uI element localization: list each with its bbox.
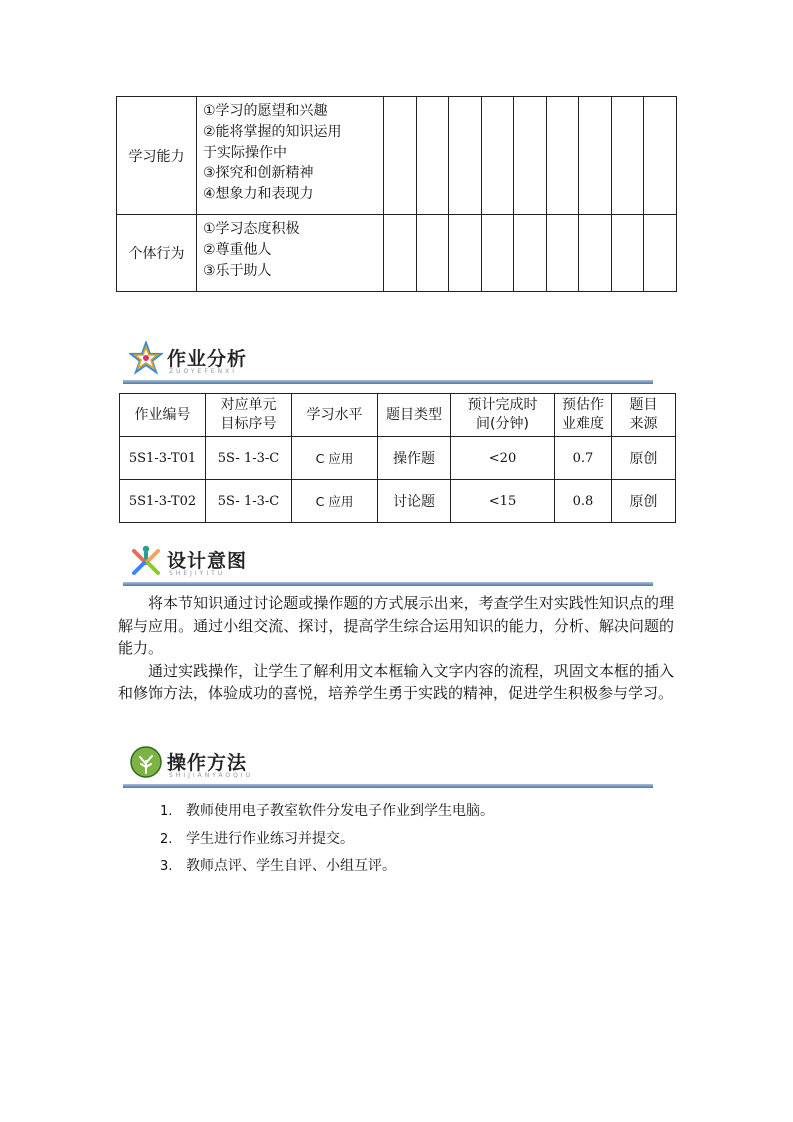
criteria-item: ①学习的愿望和兴趣 bbox=[203, 103, 328, 119]
header-cell bbox=[555, 394, 612, 437]
header-text: 学习水平 bbox=[306, 406, 363, 423]
step-text: 学生进行作业练习并提交。 bbox=[186, 830, 354, 847]
people-logo-icon bbox=[129, 543, 163, 577]
criteria-item: ②能将掌握的知识运用 bbox=[203, 123, 342, 140]
criteria-item: ②尊重他人 bbox=[203, 241, 272, 258]
star-logo-icon bbox=[129, 341, 163, 375]
table-cell: C 应用 bbox=[292, 437, 378, 480]
section-divider bbox=[123, 784, 653, 788]
header-cell bbox=[378, 394, 451, 437]
homework-analysis-table bbox=[119, 393, 676, 523]
score-cell bbox=[514, 215, 547, 292]
score-cell bbox=[644, 97, 677, 215]
step-number: 2. bbox=[160, 831, 173, 847]
criteria-item: 于实际操作中 bbox=[203, 144, 287, 161]
header-cell bbox=[292, 394, 378, 437]
table-cell: C 应用 bbox=[292, 480, 378, 523]
table-cell: <20 bbox=[451, 437, 555, 480]
score-cell bbox=[579, 215, 612, 292]
score-cell bbox=[481, 215, 514, 292]
criteria-cell bbox=[197, 97, 384, 215]
score-cell bbox=[384, 97, 417, 215]
score-cell bbox=[416, 97, 449, 215]
table-cell: 讨论题 bbox=[378, 480, 451, 523]
section-heading-analysis bbox=[121, 341, 653, 389]
score-cell bbox=[514, 97, 547, 215]
table-row bbox=[120, 480, 676, 523]
table-cell: 操作题 bbox=[378, 437, 451, 480]
step-text: 教师使用电子教室软件分发电子作业到学生电脑。 bbox=[186, 803, 494, 819]
header-text: 来源 bbox=[629, 416, 658, 432]
header-cell bbox=[206, 394, 292, 437]
score-cell bbox=[611, 97, 644, 215]
step-text: 教师点评、学生自评、小组互评。 bbox=[186, 858, 396, 874]
table-cell: 原创 bbox=[612, 437, 676, 480]
section-title: 作业分析 bbox=[167, 348, 248, 370]
section-heading-design bbox=[121, 543, 653, 591]
criteria-item: ③探究和创新精神 bbox=[203, 165, 314, 182]
score-cell bbox=[449, 97, 482, 215]
category-cell: 学习能力 bbox=[117, 97, 197, 215]
table-cell: 5S- 1-3-C bbox=[206, 480, 292, 523]
paragraph: 将本节知识通过讨论题或操作题的方式展示出来，考查学生对实践性知识点的理解与应用。通过小组交流、探讨，提高学生综合运用知识的能力，分析、解决问题的能力。 bbox=[118, 594, 674, 657]
header-cell bbox=[612, 394, 676, 437]
score-cell bbox=[481, 97, 514, 215]
section-heading-method bbox=[121, 745, 653, 793]
table-cell: <15 bbox=[451, 480, 555, 523]
header-text: 间(分钟) bbox=[476, 416, 529, 432]
header-text: 题目类型 bbox=[386, 406, 442, 423]
section-title: 设计意图 bbox=[167, 550, 248, 572]
section-subtitle: SHEJIYITU bbox=[169, 570, 226, 577]
list-item bbox=[160, 853, 494, 881]
table-cell: 0.7 bbox=[555, 437, 612, 480]
score-cell bbox=[579, 97, 612, 215]
header-text: 对应单元 bbox=[220, 397, 277, 413]
score-cell bbox=[546, 97, 579, 215]
paragraph: 通过实践操作，让学生了解利用文本框输入文字内容的流程，巩固文本框的插入和修饰方法，体验成功的喜悦，培养学生勇于实践的精神，促进学生积极参与学习。 bbox=[118, 661, 674, 702]
section-subtitle: ZUOYEFENXI bbox=[169, 368, 237, 375]
list-item bbox=[160, 798, 494, 826]
criteria-item: ①学习态度积极 bbox=[203, 221, 300, 237]
category-cell: 个体行为 bbox=[117, 215, 197, 292]
score-cell bbox=[384, 215, 417, 292]
table-cell: 5S- 1-3-C bbox=[206, 437, 292, 480]
table-cell: 0.8 bbox=[555, 480, 612, 523]
table-row bbox=[120, 437, 676, 480]
header-cell bbox=[451, 394, 555, 437]
step-number: 1. bbox=[160, 804, 173, 819]
header-text: 题目 bbox=[629, 397, 658, 413]
table-row bbox=[117, 97, 677, 215]
header-cell bbox=[120, 394, 206, 437]
table-header-row bbox=[120, 394, 676, 437]
header-text: 预估作 bbox=[562, 397, 604, 413]
table-cell: 原创 bbox=[612, 480, 676, 523]
section-divider bbox=[123, 582, 653, 586]
criteria-item: ④想象力和表现力 bbox=[203, 186, 314, 203]
criteria-cell bbox=[197, 215, 384, 292]
design-intent-text bbox=[118, 592, 674, 705]
criteria-item: ③乐于助人 bbox=[203, 262, 272, 279]
table-cell: 5S1-3-T02 bbox=[120, 480, 206, 523]
evaluation-table bbox=[116, 96, 677, 292]
score-cell bbox=[416, 215, 449, 292]
method-steps-list bbox=[160, 798, 494, 881]
list-item bbox=[160, 826, 494, 854]
section-subtitle: SHIJIANYAOQIU bbox=[169, 772, 254, 779]
section-title: 操作方法 bbox=[167, 752, 248, 774]
table-cell: 5S1-3-T01 bbox=[120, 437, 206, 480]
table-row bbox=[117, 215, 677, 292]
header-text: 业难度 bbox=[562, 416, 604, 432]
score-cell bbox=[449, 215, 482, 292]
tree-logo-icon bbox=[129, 745, 163, 779]
score-cell bbox=[611, 215, 644, 292]
score-cell bbox=[546, 215, 579, 292]
header-text: 预计完成时 bbox=[467, 397, 538, 413]
header-text: 作业编号 bbox=[134, 406, 191, 423]
header-text: 目标序号 bbox=[220, 416, 277, 432]
section-divider bbox=[123, 380, 653, 384]
step-number: 3. bbox=[160, 859, 173, 874]
score-cell bbox=[644, 215, 677, 292]
